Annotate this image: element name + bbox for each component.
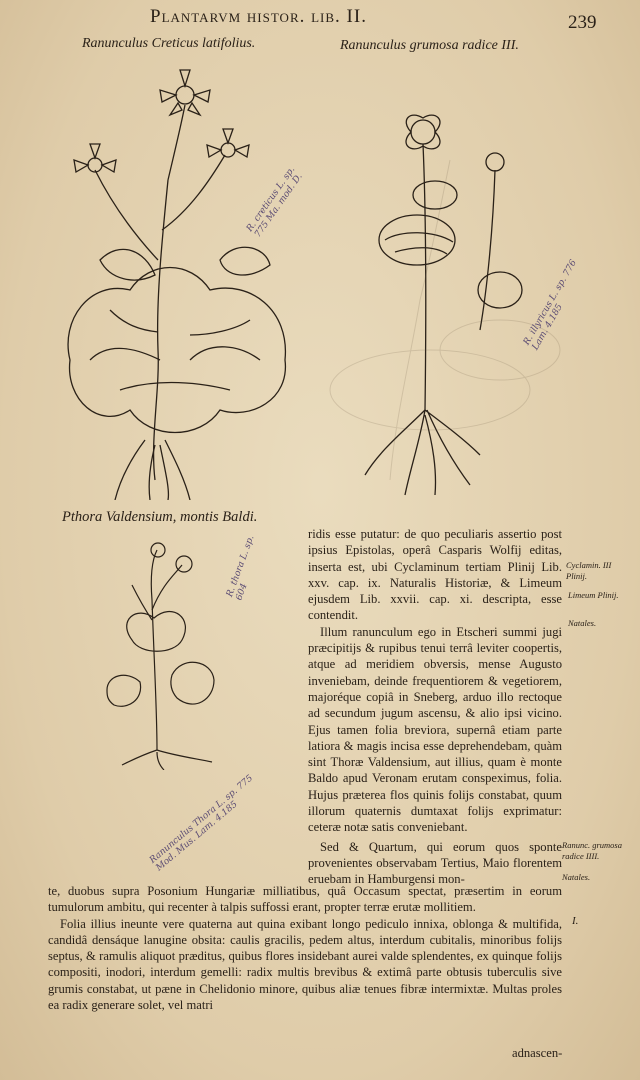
body-text-right-column [308, 526, 562, 888]
margin-note-natales-1: Natales. [568, 618, 597, 628]
handwritten-note-creticus: R. creticus L. sp. 775 Ma. mod. D. [245, 164, 305, 240]
catchword: adnascen- [512, 1046, 563, 1060]
paragraph-2: Illum ranunculum ego in Etscheri summi jugi præcipitijs & rupibus tenui terrâ leviter coopertis, atque ad meridiem obversis, mense Augusto inveniebam, deinde frequentiorem & vegetiorem, majoréque copiâ in Sneberg, arduo illo rectoque ad secundum jugum ascensu, & alio ipsi vicino. Ejus tamen folia breviora, supernâ etiam parte latiora & magis incisa esse deprehendebam, quàm sint Thoræ Valdensium, aut illius, quam è monte Baldo apud Veronam erutam conspeximus, folia. Hujus præterea flos quinis folijs constabat, quum illorum quaternis dumtaxat folijs exprimatur: ceteræ notæ satis conveniebant. [308, 624, 562, 835]
caption-pthora-valdensium: Pthora Valdensium, montis Baldi. [62, 509, 258, 525]
margin-note-ranunc-grumosa: Ranunc. grumosa radice IIII. [562, 840, 622, 861]
page-number: 239 [568, 12, 597, 33]
bleed-through-illustration [300, 60, 600, 500]
handwritten-note-grumosa: R. illyricus L. sp. 776 Lam. 4.185 [522, 258, 580, 352]
caption-ranunculus-grumosa: Ranunculus grumosa radice III. [340, 38, 519, 53]
running-head: Plantarvm histor. lib. II. [150, 6, 367, 27]
margin-note-cyclamin: Cyclamin. III Plinij. [566, 560, 612, 581]
margin-note-natales-2: Natales. [562, 872, 591, 882]
woodcut-pthora-valdensium [102, 540, 222, 770]
woodcut-ranunculus-creticus [50, 60, 300, 500]
body-text-full-width [48, 883, 562, 1013]
handwritten-note-pthora: R. thora L. sp. 604 [225, 534, 257, 602]
paragraph-5: Folia illius ineunte vere quaterna aut quina exibant longo pediculo innixa, oblonga & multifida, candidâ densáque lanugine obsita: caulis gracilis, pedem altus, interdum cubitalis, minoribus folijs septus, & ramulis aliquot præditus, quibus flores insidebant aurei valde splendentes, ex quinque folijs compositi, inodori, interdum gemelli: radix multis brevibus & extimâ parte obtusis tuberculis sive grumis constabat, ut pæne in Chelidonio minore, quibus aliæ tenues fibræ intermixtæ. Multas proles ea radix generare solet, vel matri [48, 916, 562, 1013]
margin-note-roman-one: I. [572, 915, 579, 927]
caption-ranunculus-creticus: Ranunculus Creticus latifolius. [82, 36, 256, 51]
handwritten-note-thora: Ranunculus Thora L. sp. 775 Mod. Mus. Lam. 4.185 [148, 773, 256, 874]
paragraph-4: te, duobus supra Posonium Hungariæ milliatibus, quâ Occasum spectat, præsertim in eorum tumulorum ambitu, qui recenter à talpis suffossi erant, propter terræ erutæ mollitiem. [48, 884, 562, 915]
margin-note-limeum: Limeum Plinij. [568, 590, 619, 600]
paragraph-1: ridis esse putatur: de quo peculiaris assertio post ipsius Epistolas, operâ Casparis Wolfij editas, inserta est, ubi Cyclaminum tertiam Plinij Lib. xxv. cap. ix. Naturalis Historiæ, & Limeum ejusdem Lib. xxvii. cap. xi. descripta, esse contendit. [308, 527, 562, 623]
paragraph-3: Sed & Quartum, qui eorum quos sponte provenientes observabam Tertius, Maio florentem eruebam in Hamburgensi mon- [308, 839, 562, 887]
